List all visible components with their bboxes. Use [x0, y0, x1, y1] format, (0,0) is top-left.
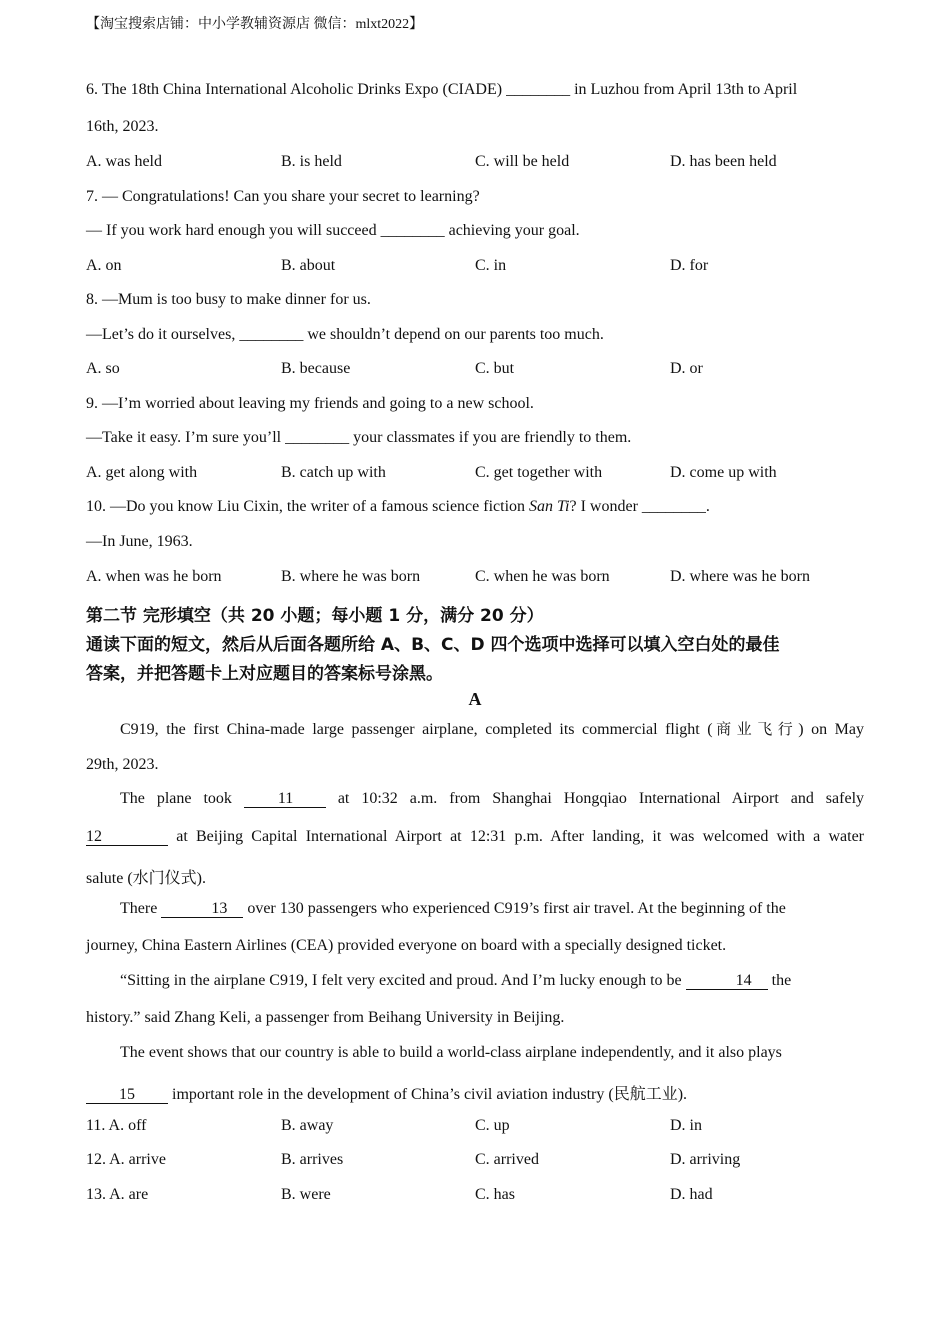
section-title: 第二节 完形填空（共 20 小题；每小题 1 分，满分 20 分）: [86, 606, 544, 626]
q6-option-c: C. will be held: [475, 153, 570, 170]
q13-option-a: 13. A. are: [86, 1186, 149, 1203]
blank-14: 14: [686, 973, 768, 990]
passage-p5-line2: 15 important role in the development of China’s civil aviation industry (民航工业).: [86, 1081, 687, 1104]
q10-option-d: D. where was he born: [670, 568, 810, 585]
passage-p4-line2: history.” said Zhang Keli, a passenger from Beihang University in Beijing.: [86, 1009, 565, 1026]
passage-p4-line1: “Sitting in the airplane C919, I felt very excited and proud. And I’m lucky enough to be 14 the: [120, 972, 792, 989]
q6-stem: 6. The 18th China International Alcoholic Drinks Expo (CIADE) ________ in Luzhou from April 13th to April: [86, 81, 798, 98]
q8-option-c: C. but: [475, 360, 515, 377]
passage-p3-line1: There 13 over 130 passengers who experienced C919’s first air travel. At the beginning of the: [120, 900, 786, 917]
q10-book-title: San Ti: [529, 498, 570, 515]
q8-stem: 8. —Mum is too busy to make dinner for us.: [86, 291, 371, 308]
q8-option-d: D. or: [670, 360, 703, 377]
q7-option-d: D. for: [670, 257, 709, 274]
q7-option-b: B. about: [281, 257, 336, 274]
q10-stem: [86, 498, 710, 516]
q9-option-a: A. get along with: [86, 464, 198, 481]
passage-p1-line2: 29th, 2023.: [86, 756, 159, 773]
q11-option-b: B. away: [281, 1117, 334, 1134]
passage-p1-line1: C919, the first China-made large passenger airplane, completed its commercial flight (商业飞行) on May: [120, 720, 865, 738]
q9-option-d: D. come up with: [670, 464, 777, 481]
q12-option-d: D. arriving: [670, 1151, 741, 1168]
passage-label: A: [468, 689, 482, 709]
q6-stem-cont: 16th, 2023.: [86, 118, 159, 135]
q12-option-c: C. arrived: [475, 1151, 539, 1168]
q6-option-d: D. has been held: [670, 153, 777, 170]
q13-option-b: B. were: [281, 1186, 331, 1203]
section-instruction-2: 答案，并把答题卡上对应题目的答案标号涂黑。: [86, 664, 443, 684]
passage-p2-line2: 12 at Beijing Capital International Airport at 12:31 p.m. After landing, it was welcomed with a water: [86, 828, 865, 845]
q13-option-c: C. has: [475, 1186, 515, 1203]
q11-option-c: C. up: [475, 1117, 510, 1134]
q7-stem-cont: — If you work hard enough you will succeed ________ achieving your goal.: [86, 222, 580, 239]
q8-stem-cont: —Let’s do it ourselves, ________ we shouldn’t depend on our parents too much.: [86, 326, 604, 343]
q9-option-c: C. get together with: [475, 464, 603, 481]
q9-stem: 9. —I’m worried about leaving my friends and going to a new school.: [86, 395, 534, 412]
q6-option-a: A. was held: [86, 153, 162, 170]
q9-option-b: B. catch up with: [281, 464, 386, 481]
q9-stem-cont: —Take it easy. I’m sure you’ll ________ your classmates if you are friendly to them.: [86, 429, 632, 446]
passage-p5-line1: The event shows that our country is able to build a world-class airplane independently, and it also plays: [120, 1044, 782, 1061]
q10-stem-a: 10. —Do you know Liu Cixin, the writer of a famous science fiction: [86, 498, 530, 515]
q13-option-d: D. had: [670, 1186, 713, 1203]
blank-15: 15: [86, 1087, 168, 1104]
q12-option-b: B. arrives: [281, 1151, 344, 1168]
blank-12: 12: [86, 829, 168, 846]
q8-option-a: A. so: [86, 360, 120, 377]
q10-option-c: C. when he was born: [475, 568, 610, 585]
passage-p2-line1: The plane took 11 at 10:32 a.m. from Shanghai Hongqiao International Airport and safely: [120, 790, 865, 807]
q11-option-a: 11. A. off: [86, 1117, 147, 1134]
q10-stem-b: ? I wonder ________.: [569, 498, 710, 515]
q7-option-a: A. on: [86, 257, 122, 274]
q10-stem-cont: —In June, 1963.: [86, 533, 193, 550]
passage-p3-line2: journey, China Eastern Airlines (CEA) provided everyone on board with a specially designed ticket.: [86, 937, 727, 954]
blank-11: 11: [244, 791, 326, 808]
blank-13: 13: [161, 901, 243, 918]
passage-p1-cn: 商业飞行: [712, 720, 799, 738]
section-instruction-1: 通读下面的短文，然后从后面各题所给 A、B、C、D 四个选项中选择可以填入空白处的最佳: [86, 635, 780, 655]
q10-option-a: A. when was he born: [86, 568, 222, 585]
q7-stem: 7. — Congratulations! Can you share your secret to learning?: [86, 188, 480, 205]
q10-option-b: B. where he was born: [281, 568, 421, 585]
q11-option-d: D. in: [670, 1117, 702, 1134]
q6-option-b: B. is held: [281, 153, 342, 170]
q8-option-b: B. because: [281, 360, 351, 377]
q12-option-a: 12. A. arrive: [86, 1151, 166, 1168]
page-header: 【淘宝搜索店铺：中小学教辅资源店 微信：mlxt2022】: [86, 17, 424, 32]
q7-option-c: C. in: [475, 257, 507, 274]
passage-p2-line3: salute (水门仪式).: [86, 870, 206, 887]
